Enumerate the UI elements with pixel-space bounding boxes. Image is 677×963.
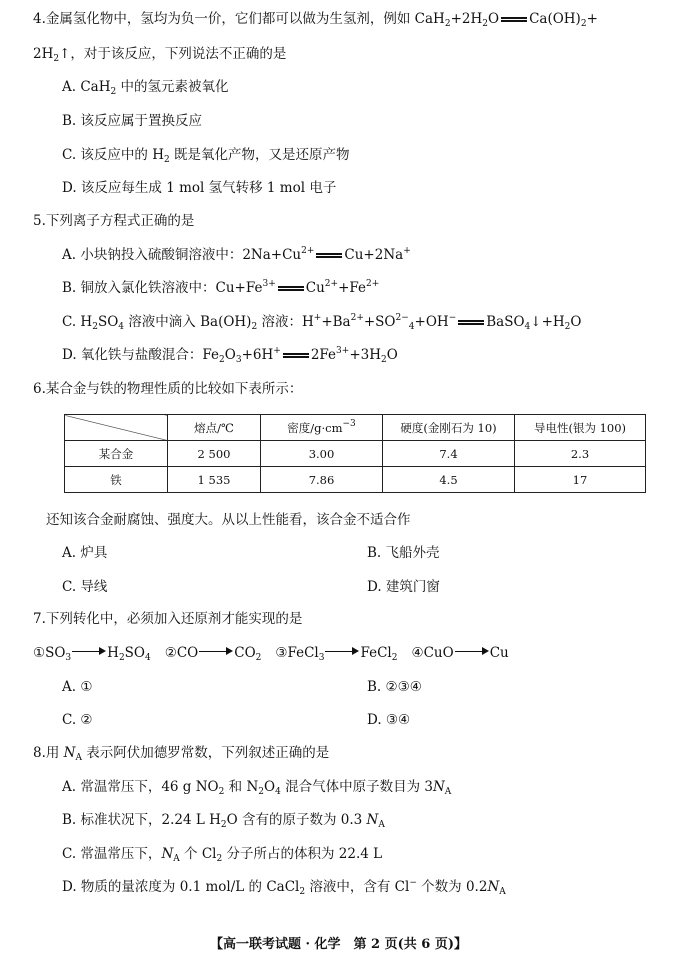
table-header: 熔点/℃	[168, 415, 261, 441]
q7-option-b: B. ②③④	[367, 679, 422, 695]
q7-conversions: $①SO_3$ $H_2SO_4$ ②CO $CO_2$ ③FeCl$_3$ FeCl$_2$ ④CuO Cu	[33, 645, 509, 663]
q8-option-b: B. 标准状况下，2.24 L $H_2O$ 含有的原子数为 0.3 $N_A$	[62, 812, 385, 830]
q8-stem: 8.用 $N_A$ 表示阿伏加德罗常数，下列叙述正确的是	[33, 745, 330, 763]
q7-option-c: C. ②	[62, 712, 93, 728]
table-header: 硬度(金刚石为 10)	[383, 415, 515, 441]
q7-stem: 7.下列转化中，必须加入还原剂才能实现的是	[33, 611, 303, 627]
q6-option-b: B. 飞船外壳	[367, 545, 440, 561]
table-header-row	[65, 415, 646, 441]
q6-option-a: A. 炉具	[62, 545, 108, 561]
table-row-label: 某合金	[65, 441, 168, 467]
q6-note: 还知该合金耐腐蚀、强度大。从以上性能看，该合金不适合作	[46, 512, 411, 528]
arrow-icon	[325, 646, 359, 656]
table-header: 密度$/g\cdot cm^{-3}$	[261, 415, 383, 441]
table-cell: 4.5	[383, 467, 515, 493]
q4-option-c: C. 该反应中的 $H_2$ 既是氧化产物，又是还原产物	[62, 147, 350, 165]
table-row-label: 铁	[65, 467, 168, 493]
q5-option-d: D. 氧化铁与盐酸混合：$Fe_2O_3+6H^+$ $2Fe^{3+}+3H_2O$	[62, 346, 398, 365]
table-cell: 2 500	[168, 441, 261, 467]
arrow-icon	[199, 646, 233, 656]
q4-stem-line2: $2H_2↑$，对于该反应，下列说法不正确的是	[33, 46, 287, 64]
q6-option-d: D. 建筑门窗	[367, 579, 440, 595]
q8-option-c: C. 常温常压下，$N_A$ 个 $Cl_2$ 分子所占的体积为 22.4 L	[62, 846, 383, 864]
table-cell: 7.86	[261, 467, 383, 493]
q8-option-a: A. 常温常压下，46 g $NO_2$ 和 $N_2O_4$ 混合气体中原子数目为 $3N_A$	[62, 779, 452, 797]
equals-sign-icon	[501, 17, 527, 19]
q8-option-d: D. 物质的量浓度为 0.1 mol/L 的 CaCl$_2$ 溶液中，含有 Cl− 个数为 $0.2N_A$	[62, 878, 506, 897]
equals-sign-icon	[283, 353, 309, 355]
q5-option-c: C. $H_2SO_4$ 溶液中滴入 $Ba(OH)_2$ 溶液：$H^++Ba^{2+}+SO^{2-}_4+OH^-$ $BaSO_4↓+H_2O$	[62, 313, 582, 332]
q4-option-d: D. 该反应每生成 1 mol 氢气转移 1 mol 电子	[62, 180, 337, 196]
q5-stem: 5.下列离子方程式正确的是	[33, 213, 195, 229]
property-table	[64, 414, 646, 493]
q6-stem: 6.某合金与铁的物理性质的比较如下表所示：	[33, 381, 303, 397]
q5-option-a: A. 小块钠投入硫酸铜溶液中：$2Na+Cu^{2+}$ Cu+2Na+	[62, 246, 411, 263]
table-cell: 3.00	[261, 441, 383, 467]
arrow-icon	[72, 646, 106, 656]
table-cell: 17	[515, 467, 646, 493]
table-cell: 1 535	[168, 467, 261, 493]
q4-option-b: B. 该反应属于置换反应	[62, 113, 203, 129]
arrow-icon	[455, 646, 489, 656]
q6-option-c: C. 导线	[62, 579, 108, 595]
q7-option-d: D. ③④	[367, 712, 411, 728]
q4-stem: 4.金属氢化物中，氢均为负一价，它们都可以做为生氢剂，例如 $CaH_2+2H_2O$ $Ca(OH)_2+$	[33, 11, 598, 29]
table-cell: 2.3	[515, 441, 646, 467]
equals-sign-icon	[458, 320, 484, 322]
equals-sign-icon	[278, 286, 304, 288]
table-header: 导电性(银为 100)	[515, 415, 646, 441]
equals-sign-icon	[316, 253, 342, 255]
page-footer: 【高一联考试题 · 化学 第 2 页(共 6 页)】	[209, 937, 468, 952]
q7-option-a: A. ①	[62, 679, 93, 695]
table-row	[65, 467, 646, 493]
table-row	[65, 441, 646, 467]
q5-option-b: B. 铜放入氯化铁溶液中：$Cu+Fe^{3+}$ $Cu^{2+}+Fe^{2+}$	[62, 279, 380, 296]
table-cell: 7.4	[383, 441, 515, 467]
q4-option-a: A. CaH$_2$ 中的氢元素被氧化	[62, 79, 229, 97]
table-corner-cell	[65, 415, 168, 441]
